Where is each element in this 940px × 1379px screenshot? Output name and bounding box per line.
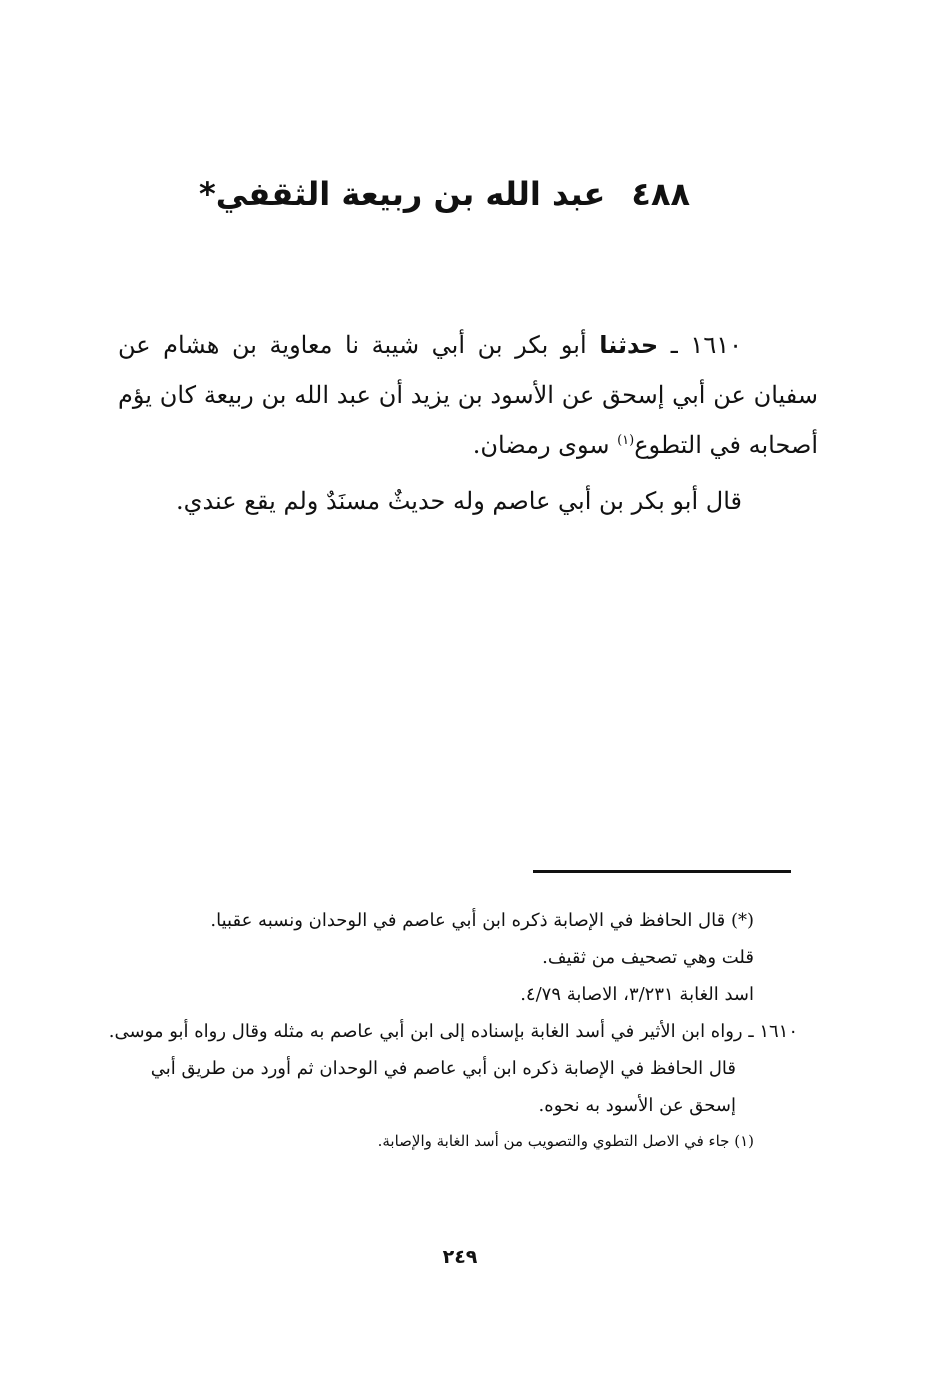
footnote-1: (١) جاء في الاصل التطوي والتصويب من أسد الغابة والإصابة. — [377, 1132, 754, 1150]
entry-heading — [198, 168, 690, 220]
hadith-text — [118, 320, 818, 470]
footnotes — [108, 902, 798, 1158]
star-note-sources: اسد الغابة ٣/٢٣١، الاصابة ٤/٧٩. — [520, 984, 754, 1005]
star-marker: (*) — [730, 910, 754, 931]
page-number: ٢٤٩ — [442, 1246, 478, 1268]
star-note-text: قال الحافظ في الإصابة ذكره ابن أبي عاصم في الوحدان ونسبه عقبيا. — [210, 910, 726, 931]
hadith-note: ١٦١٠ ـ رواه ابن الأثير في أسد الغابة بإسناده إلى ابن أبي عاصم به مثله وقال رواه أبو موسى. — [108, 1021, 798, 1042]
hadith-number: ١٦١٠ ـ — [670, 331, 742, 359]
footnote-separator — [533, 870, 791, 873]
hadith-body-end: سوى رمضان. — [472, 431, 610, 459]
hadith-body: أبو بكر بن أبي شيبة نا معاوية بن هشام عن سفيان عن أبي إسحق عن الأسود بن يزيد أن عبد الله بن ربيعة كان يؤم أصحابه في التطوع — [118, 331, 819, 459]
author-comment: قال أبو بكر بن أبي عاصم وله حديثٌ مسنَدٌ ولم يقع عندي. — [176, 487, 742, 515]
footnote-reference: (١) — [617, 433, 635, 448]
star-note-line2: قلت وهي تصحيف من ثقيف. — [542, 947, 754, 968]
entry-number: ٤٨٨ — [631, 175, 690, 213]
entry-title: عبد الله بن ربيعة الثقفي* — [198, 175, 606, 213]
hadith-lead-word: حدثنا — [599, 331, 659, 359]
star-note — [108, 902, 798, 939]
hadith-note-2: قال الحافظ في الإصابة ذكره ابن أبي عاصم في الوحدان ثم أورد من طريق أبي إسحق عن الأسود به نحوه. — [150, 1058, 736, 1116]
hadith-block — [118, 320, 818, 526]
